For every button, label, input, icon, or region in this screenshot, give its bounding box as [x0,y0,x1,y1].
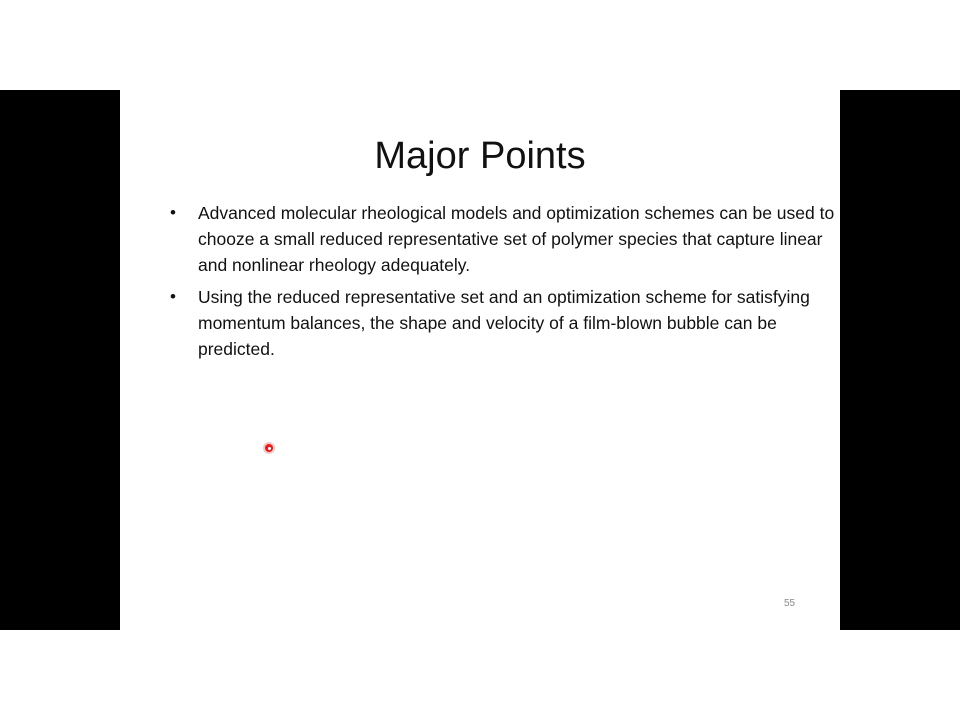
bullet-text: Advanced molecular rheological models and optimization schemes can be used to chooze a small reduced representative set of polymer species that capture linear and nonlinear rheology adequately. [198,203,835,275]
bullet-icon: • [170,203,176,222]
bullet-item-1 [170,200,835,278]
bullet-text: Using the reduced representative set and an optimization scheme for satisfying momentum balances, the shape and velocity of a film-blown bubble can be predicted. [198,287,810,359]
bullet-list [170,200,835,368]
video-player[interactable] [0,90,960,630]
bullet-item-2 [170,284,835,362]
slide-title: Major Points [374,135,586,177]
laser-pointer-icon [265,444,273,452]
bullet-icon: • [170,287,176,306]
presentation-slide [120,90,840,630]
slide-page-number: 55 [784,598,796,609]
